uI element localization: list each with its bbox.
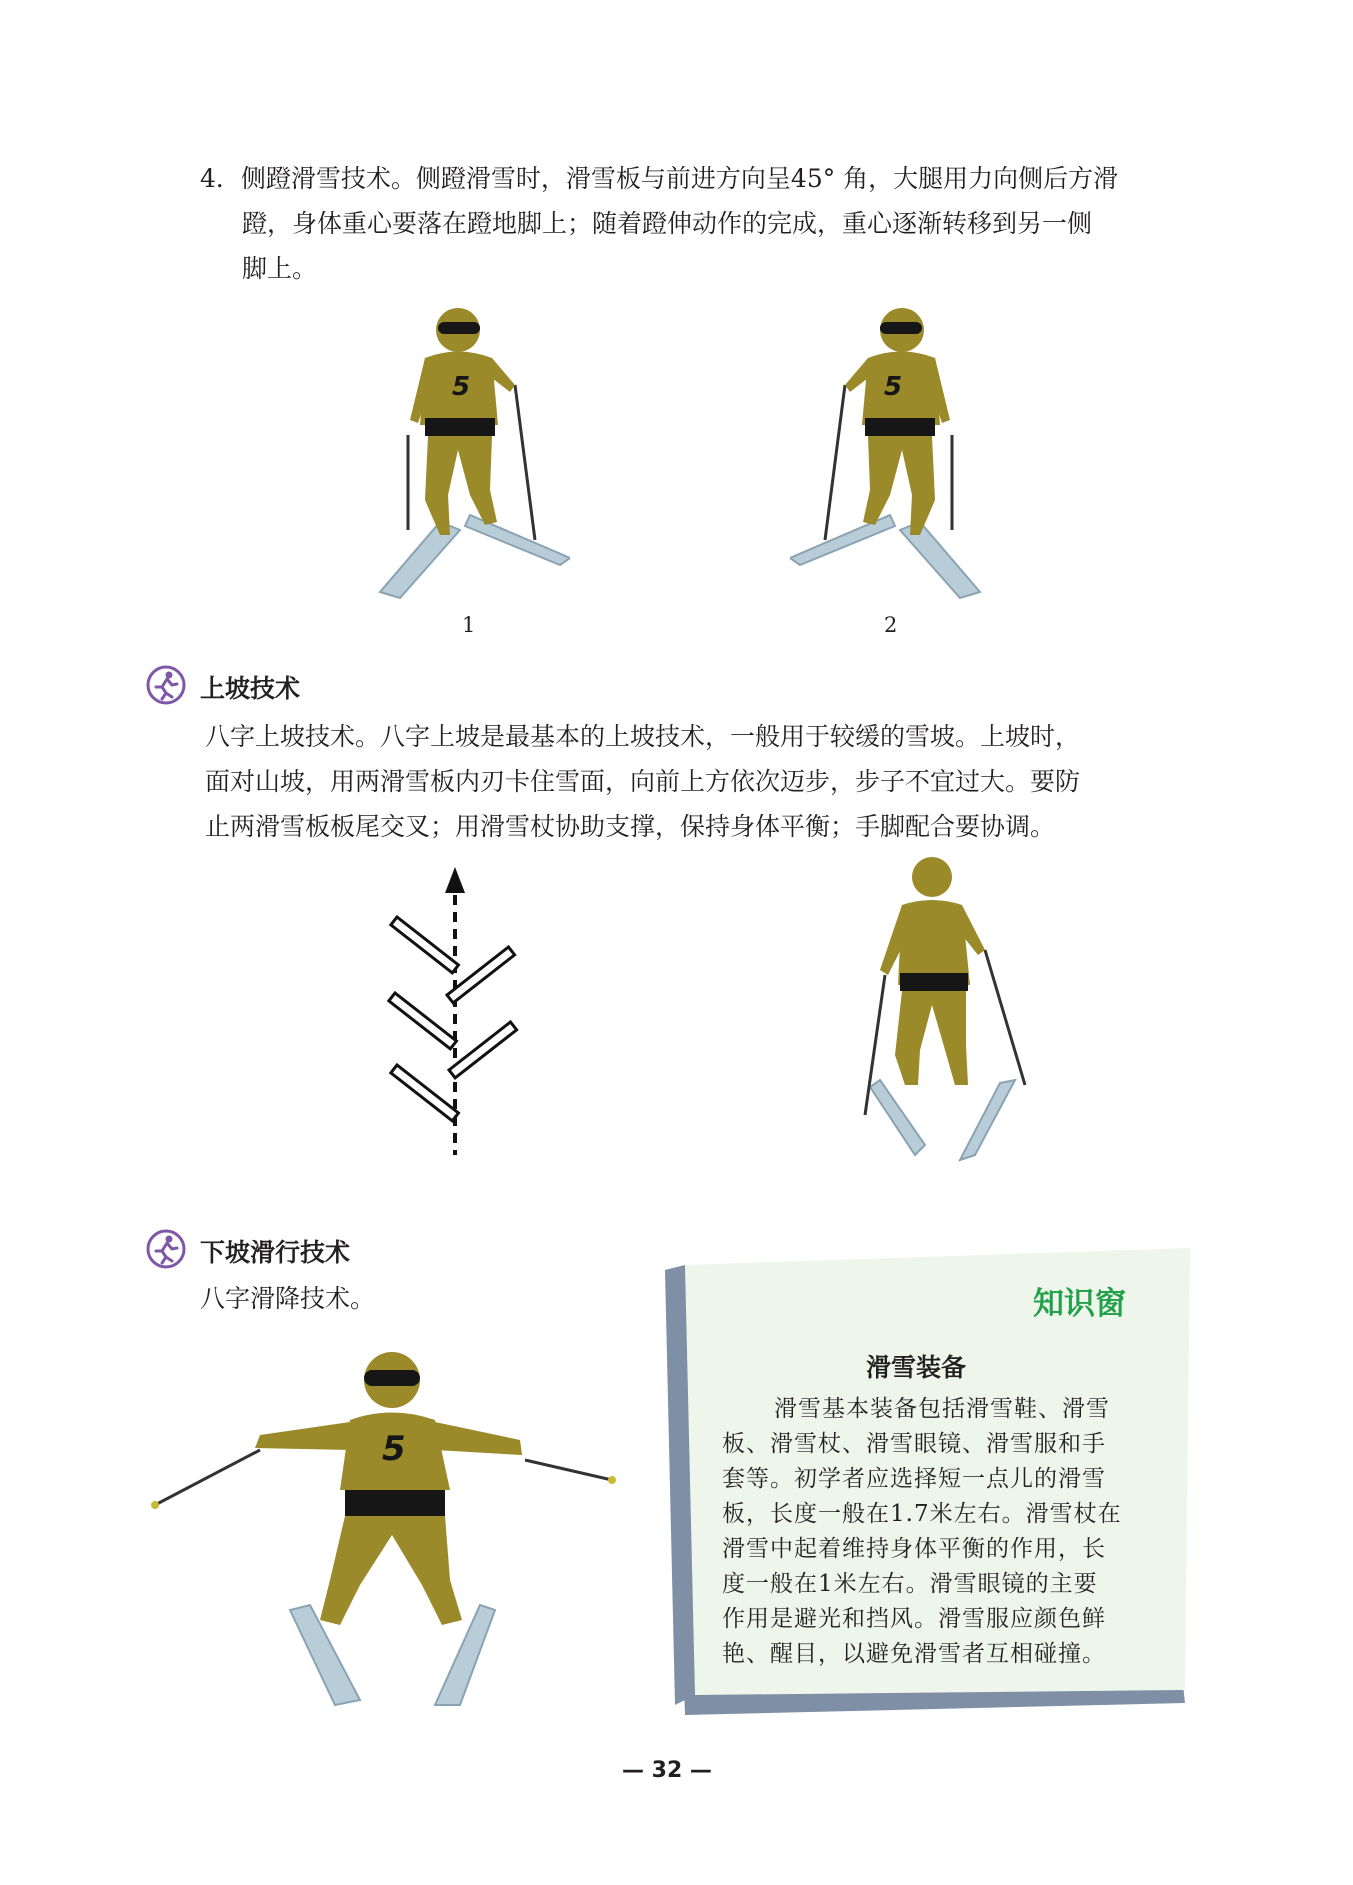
knowledge-line: 作用是避光和挡风。滑雪服应颜色鲜: [722, 1606, 1106, 1632]
herringbone-diagram: [385, 865, 535, 1155]
knowledge-line: 滑雪中起着维持身体平衡的作用，长: [722, 1536, 1106, 1562]
downhill-heading: 下坡滑行技术: [200, 1238, 351, 1267]
uphill-heading: 上坡技术: [200, 674, 301, 703]
knowledge-line: 板，长度一般在1.7米左右。滑雪杖在: [722, 1501, 1122, 1527]
figure-caption-1: 1: [462, 613, 476, 637]
svg-text:5: 5: [452, 372, 471, 402]
knowledge-line: 度一般在1米左右。滑雪眼镜的主要: [722, 1571, 1098, 1597]
svg-text:5: 5: [884, 372, 903, 402]
svg-text:5: 5: [382, 1429, 406, 1469]
knowledge-line: 套等。初学者应选择短一点儿的滑雪: [722, 1466, 1106, 1492]
downhill-text: 八字滑降技术。: [200, 1284, 376, 1313]
skier-snowplow-figure: [150, 1340, 620, 1720]
section4-line1: 4．侧蹬滑雪技术。侧蹬滑雪时，滑雪板与前进方向呈45° 角，大腿用力向侧后方滑: [200, 164, 1119, 193]
skier-figure-1: [370, 300, 570, 600]
running-person-icon: [146, 665, 186, 705]
figure-caption-2: 2: [884, 613, 898, 637]
section4-line2: 蹬，身体重心要落在蹬地脚上；随着蹬伸动作的完成，重心逐渐转移到另一侧: [242, 209, 1093, 238]
knowledge-line: 滑雪基本装备包括滑雪鞋、滑雪: [774, 1396, 1110, 1422]
running-person-icon-2: [146, 1229, 186, 1269]
knowledge-body: [722, 1392, 1142, 1672]
page-number: — 32 —: [622, 1758, 712, 1783]
knowledge-line: 板、滑雪杖、滑雪眼镜、滑雪服和手: [722, 1431, 1106, 1457]
knowledge-subtitle: 滑雪装备: [866, 1353, 967, 1382]
uphill-line3: 止两滑雪板板尾交叉；用滑雪杖协助支撑，保持身体平衡；手脚配合要协调。: [205, 812, 1056, 841]
skier-figure-2: [790, 300, 990, 600]
knowledge-line: 艳、醒目，以避免滑雪者互相碰撞。: [722, 1641, 1106, 1667]
uphill-line2: 面对山坡，用两滑雪板内刃卡住雪面，向前上方依次迈步，步子不宜过大。要防: [205, 767, 1081, 796]
section4-line3: 脚上。: [242, 254, 318, 283]
uphill-line1: 八字上坡技术。八字上坡是最基本的上坡技术，一般用于较缓的雪坡。上坡时，: [205, 722, 1081, 751]
skier-climbing-figure: [860, 855, 1040, 1175]
knowledge-window-title: 知识窗: [1033, 1286, 1126, 1322]
